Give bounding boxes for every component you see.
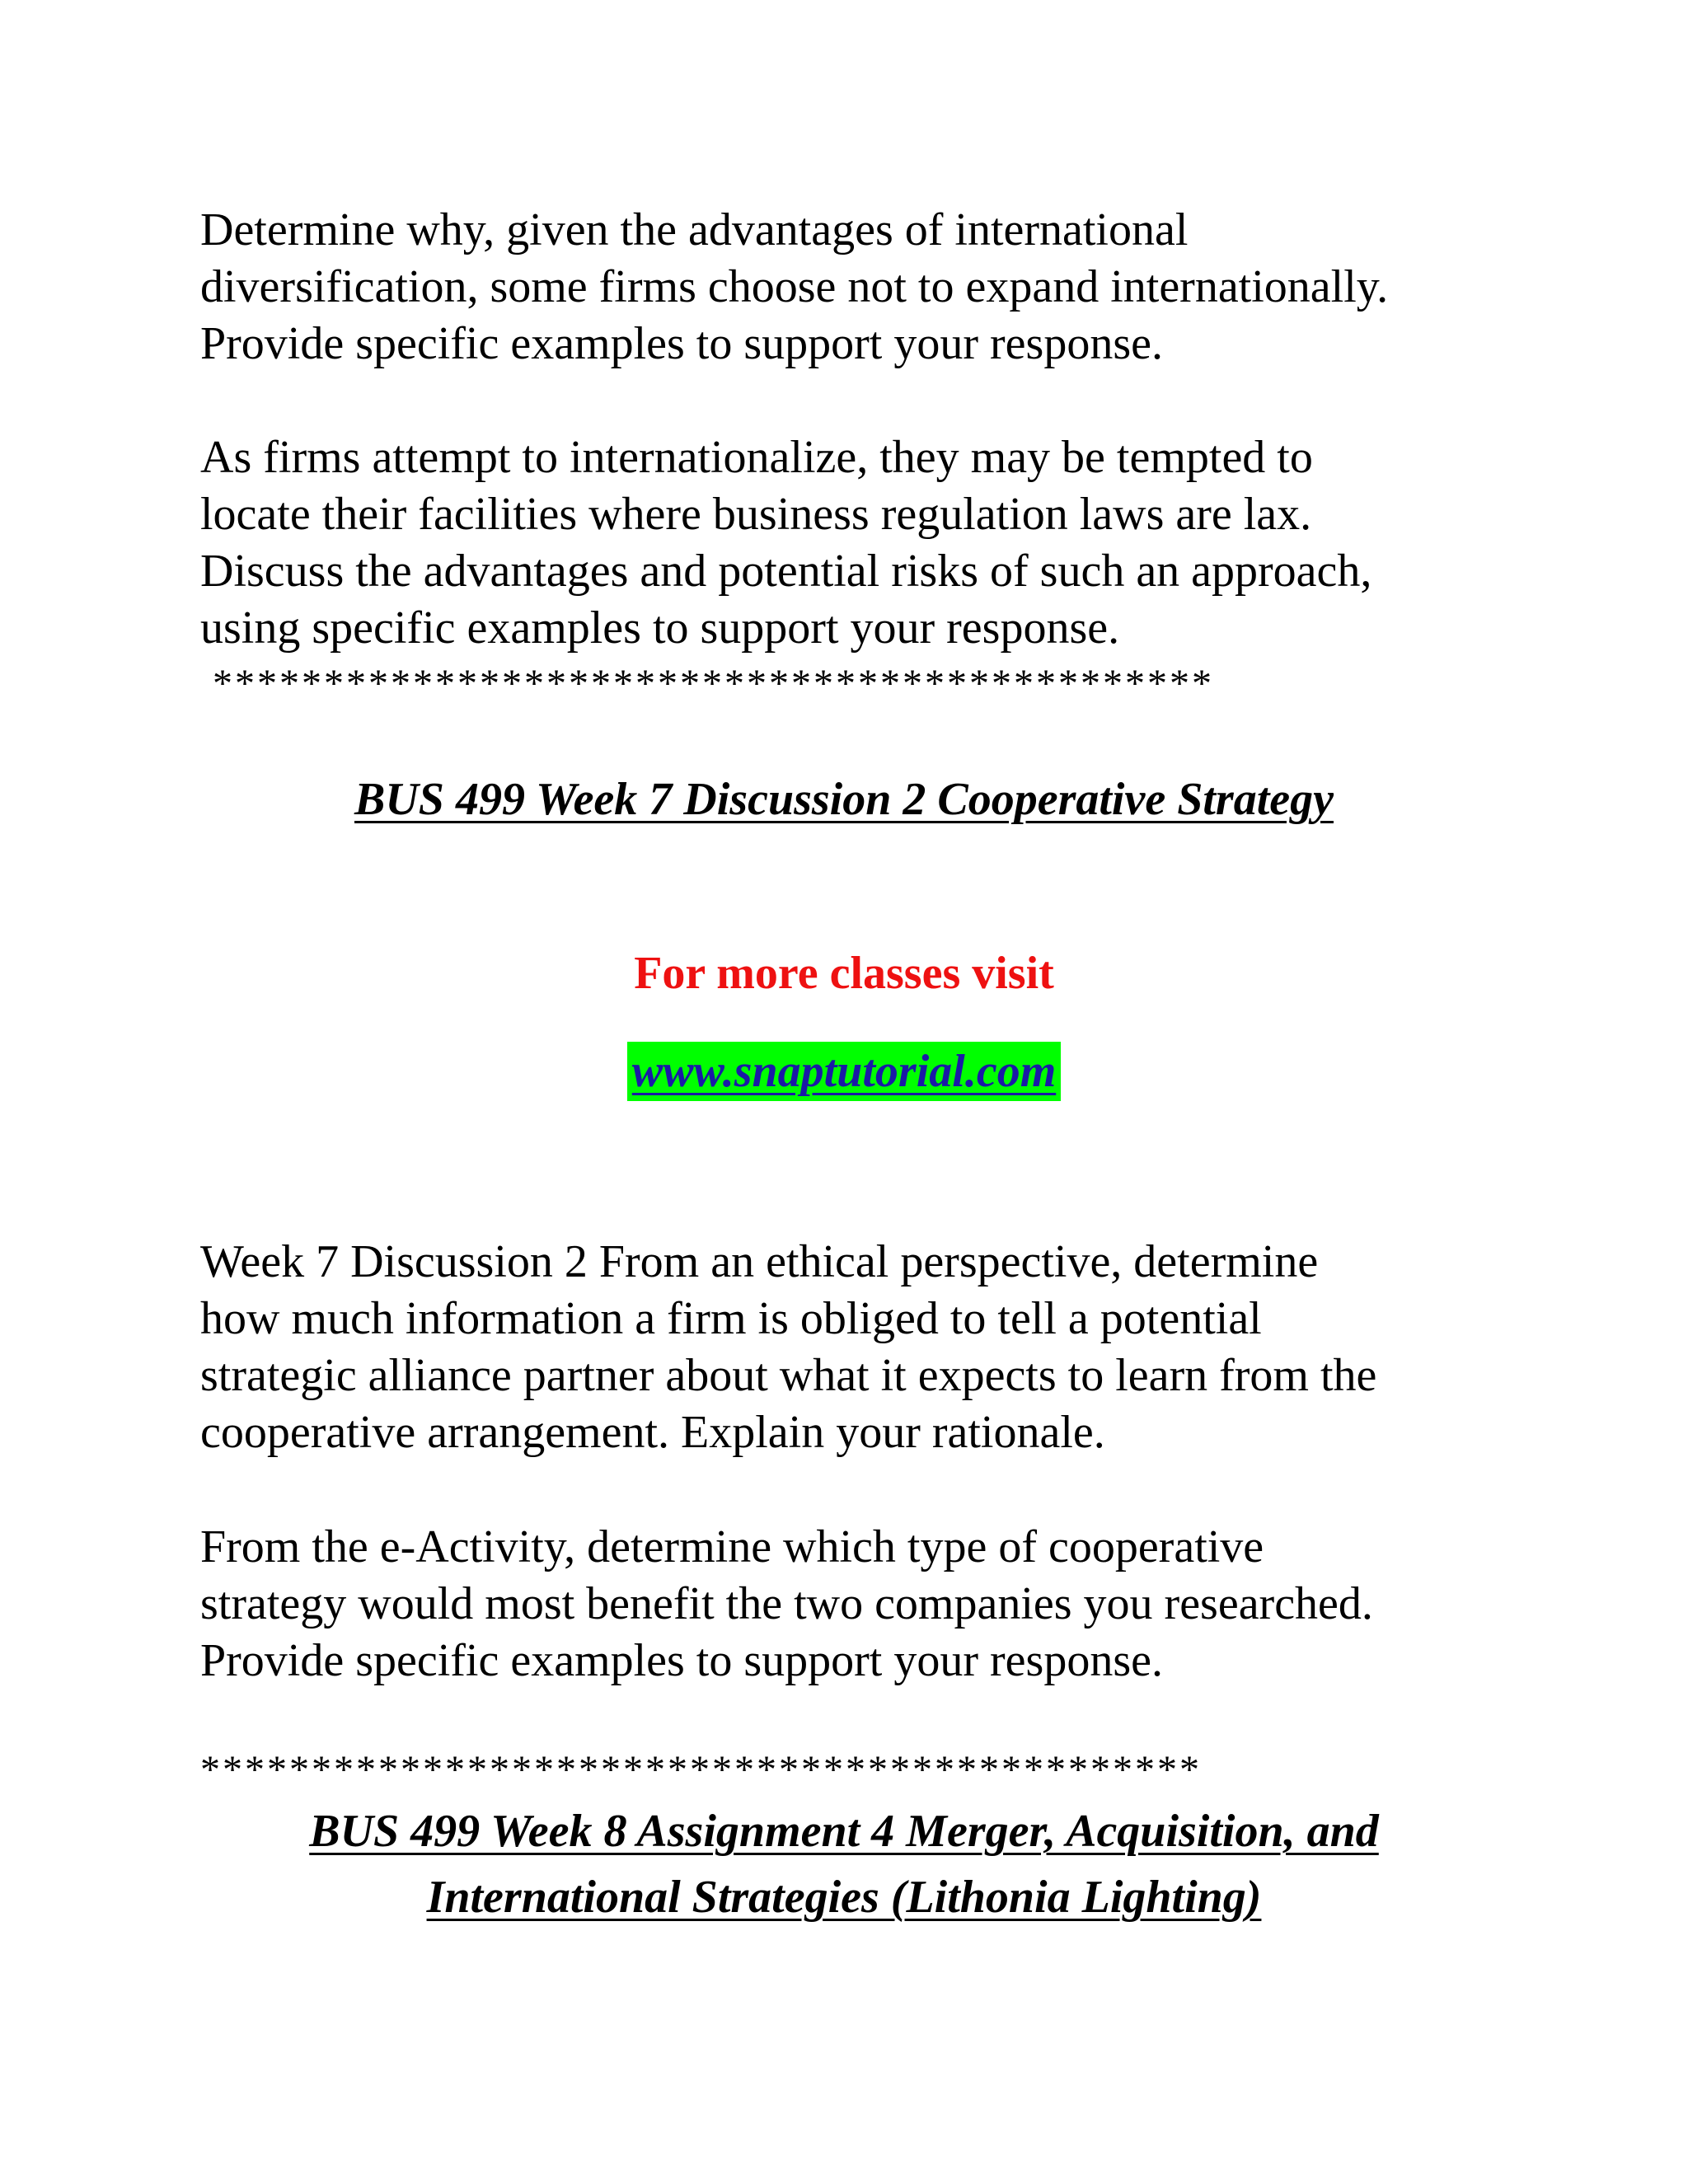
text-line: Week 7 Discussion 2 From an ethical perspective, determine [200, 1236, 1319, 1287]
snaptutorial-link[interactable]: www.snaptutorial.com [627, 1042, 1062, 1101]
text-line: using specific examples to support your response. [200, 602, 1120, 654]
asterisk-separator: ********************************************* [200, 1748, 1202, 1792]
heading-week7-text: BUS 499 Week 7 Discussion 2 Cooperative Strategy [354, 774, 1334, 825]
text-line: diversification, some firms choose not to expand internationally. [200, 261, 1389, 312]
text-line: how much information a firm is obliged to tell a potential [200, 1293, 1262, 1344]
heading-week8-line2: International Strategies (Lithonia Lighting) [426, 1872, 1262, 1923]
heading-week7-discussion [0, 766, 1688, 832]
text-line: Provide specific examples to support your response. [200, 318, 1163, 369]
text-line: strategy would most benefit the two companies you researched. [200, 1578, 1373, 1629]
paragraph-international-diversification [200, 202, 1552, 373]
text-line: cooperative arrangement. Explain your rationale. [200, 1407, 1105, 1458]
asterisk-separator: ********************************************* [213, 662, 1214, 705]
text-line: Provide specific examples to support your response. [200, 1635, 1163, 1686]
paragraph-e-activity [200, 1519, 1552, 1690]
promo-link-container [0, 1042, 1688, 1101]
heading-week8-line1: BUS 499 Week 8 Assignment 4 Merger, Acquisition, and [309, 1806, 1379, 1857]
text-line: Determine why, given the advantages of international [200, 204, 1189, 255]
text-line: strategic alliance partner about what it expects to learn from the [200, 1350, 1377, 1401]
paragraph-lax-regulation [200, 429, 1552, 657]
text-line: locate their facilities where business regulation laws are lax. [200, 489, 1312, 540]
text-line: From the e-Activity, determine which type of cooperative [200, 1521, 1264, 1572]
heading-week8-assignment [0, 1798, 1688, 1930]
text-line: Discuss the advantages and potential risks of such an approach, [200, 546, 1372, 597]
paragraph-ethical-perspective [200, 1234, 1552, 1461]
promo-text: For more classes visit [634, 948, 1054, 999]
text-line: As firms attempt to internationalize, they may be tempted to [200, 432, 1313, 483]
